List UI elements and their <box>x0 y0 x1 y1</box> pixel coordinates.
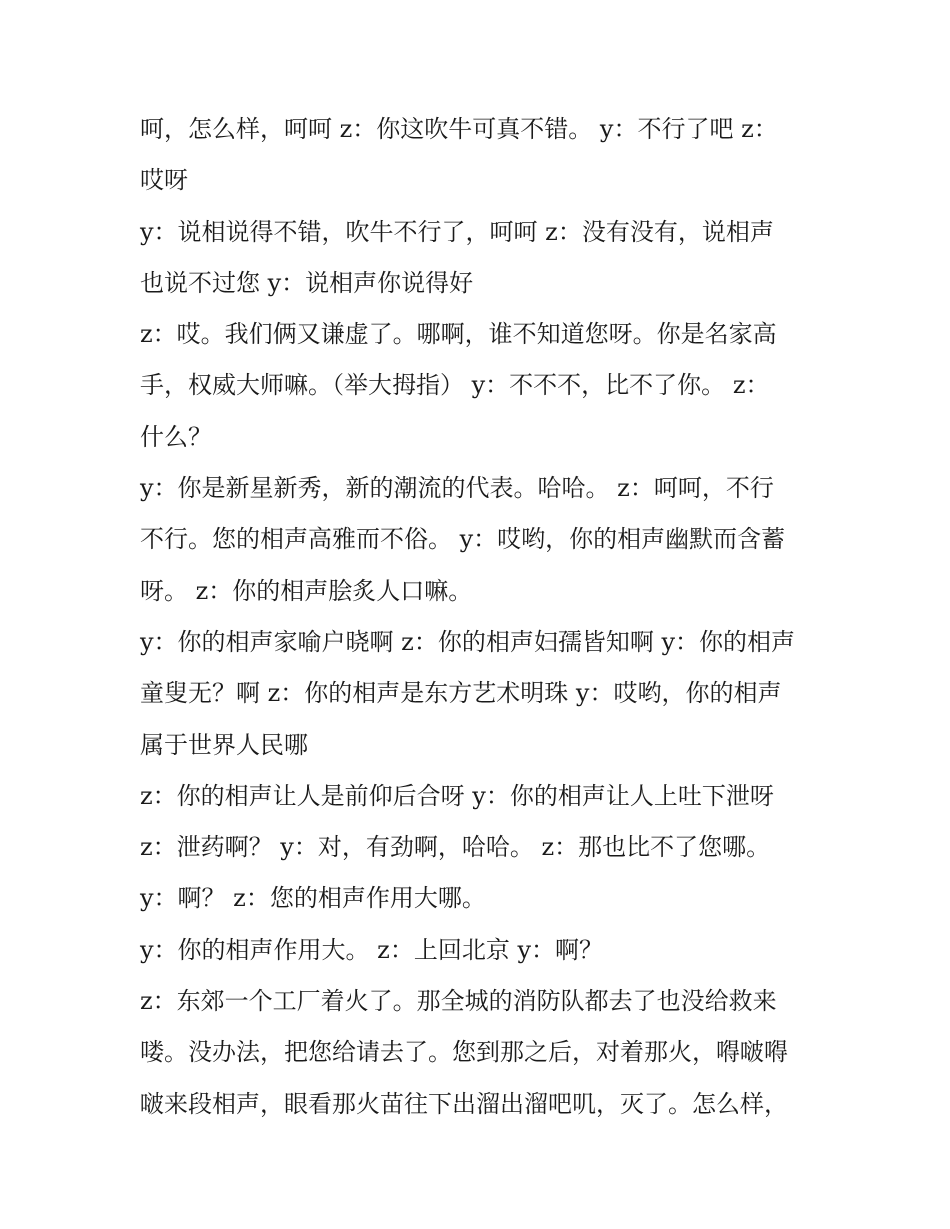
text-line-18: z：东郊一个工厂着火了。那全城的消防队都去了也没给救来 <box>140 987 777 1016</box>
text-line-12: 童叟无？啊 z：你的相声是东方艺术明珠 y：哎哟，你的相声 <box>140 679 782 708</box>
text-line-4: 也说不过您 y：说相声你说得好 <box>140 268 474 297</box>
text-line-1: 呵，怎么样，呵呵 z：你这吹牛可真不错。 y：不行了吧 z： <box>140 115 778 143</box>
text-line-10: 呀。 z：你的相声脍炙人口嘛。 <box>140 576 473 605</box>
text-line-3: y：说相说得不错，吹牛不行了，呵呵 z：没有没有，说相声 <box>140 217 774 246</box>
text-line-17: y：你的相声作用大。 z：上回北京 y：啊？ <box>140 935 604 964</box>
text-line-13: 属于世界人民哪 <box>140 730 308 759</box>
text-line-19: 喽。没办法，把您给请去了。您到那之后，对着那火，嘚啵嘚 <box>140 1038 788 1067</box>
text-line-16: y：啊？ z：您的相声作用大哪。 <box>140 884 486 913</box>
text-line-2: 哎呀 <box>140 166 188 195</box>
text-line-9: 不行。您的相声高雅而不俗。 y：哎哟，你的相声幽默而含蓄 <box>140 525 786 554</box>
text-line-5: z：哎。我们俩又谦虚了。哪啊，谁不知道您呀。你是名家高 <box>140 320 777 349</box>
document-body <box>140 104 820 1130</box>
text-line-20: 啵来段相声，眼看那火苗往下出溜出溜吧叽，灭了。怎么样， <box>140 1089 788 1118</box>
text-line-6: 手，权威大师嘛。（举大拇指） y：不不不，比不了你。 z： <box>140 371 770 400</box>
text-line-15: z：泄药啊？ y：对，有劲啊，哈哈。 z：那也比不了您哪。 <box>140 833 771 862</box>
text-line-11: y：你的相声家喻户晓啊 z：你的相声妇孺皆知啊 y：你的相声 <box>140 627 796 656</box>
text-line-14: z：你的相声让人是前仰后合呀 y：你的相声让人上吐下泄呀 <box>140 781 774 810</box>
text-line-7: 什么？ <box>140 422 212 451</box>
text-line-8: y：你是新星新秀，新的潮流的代表。哈哈。 z：呵呵，不行 <box>140 474 774 503</box>
